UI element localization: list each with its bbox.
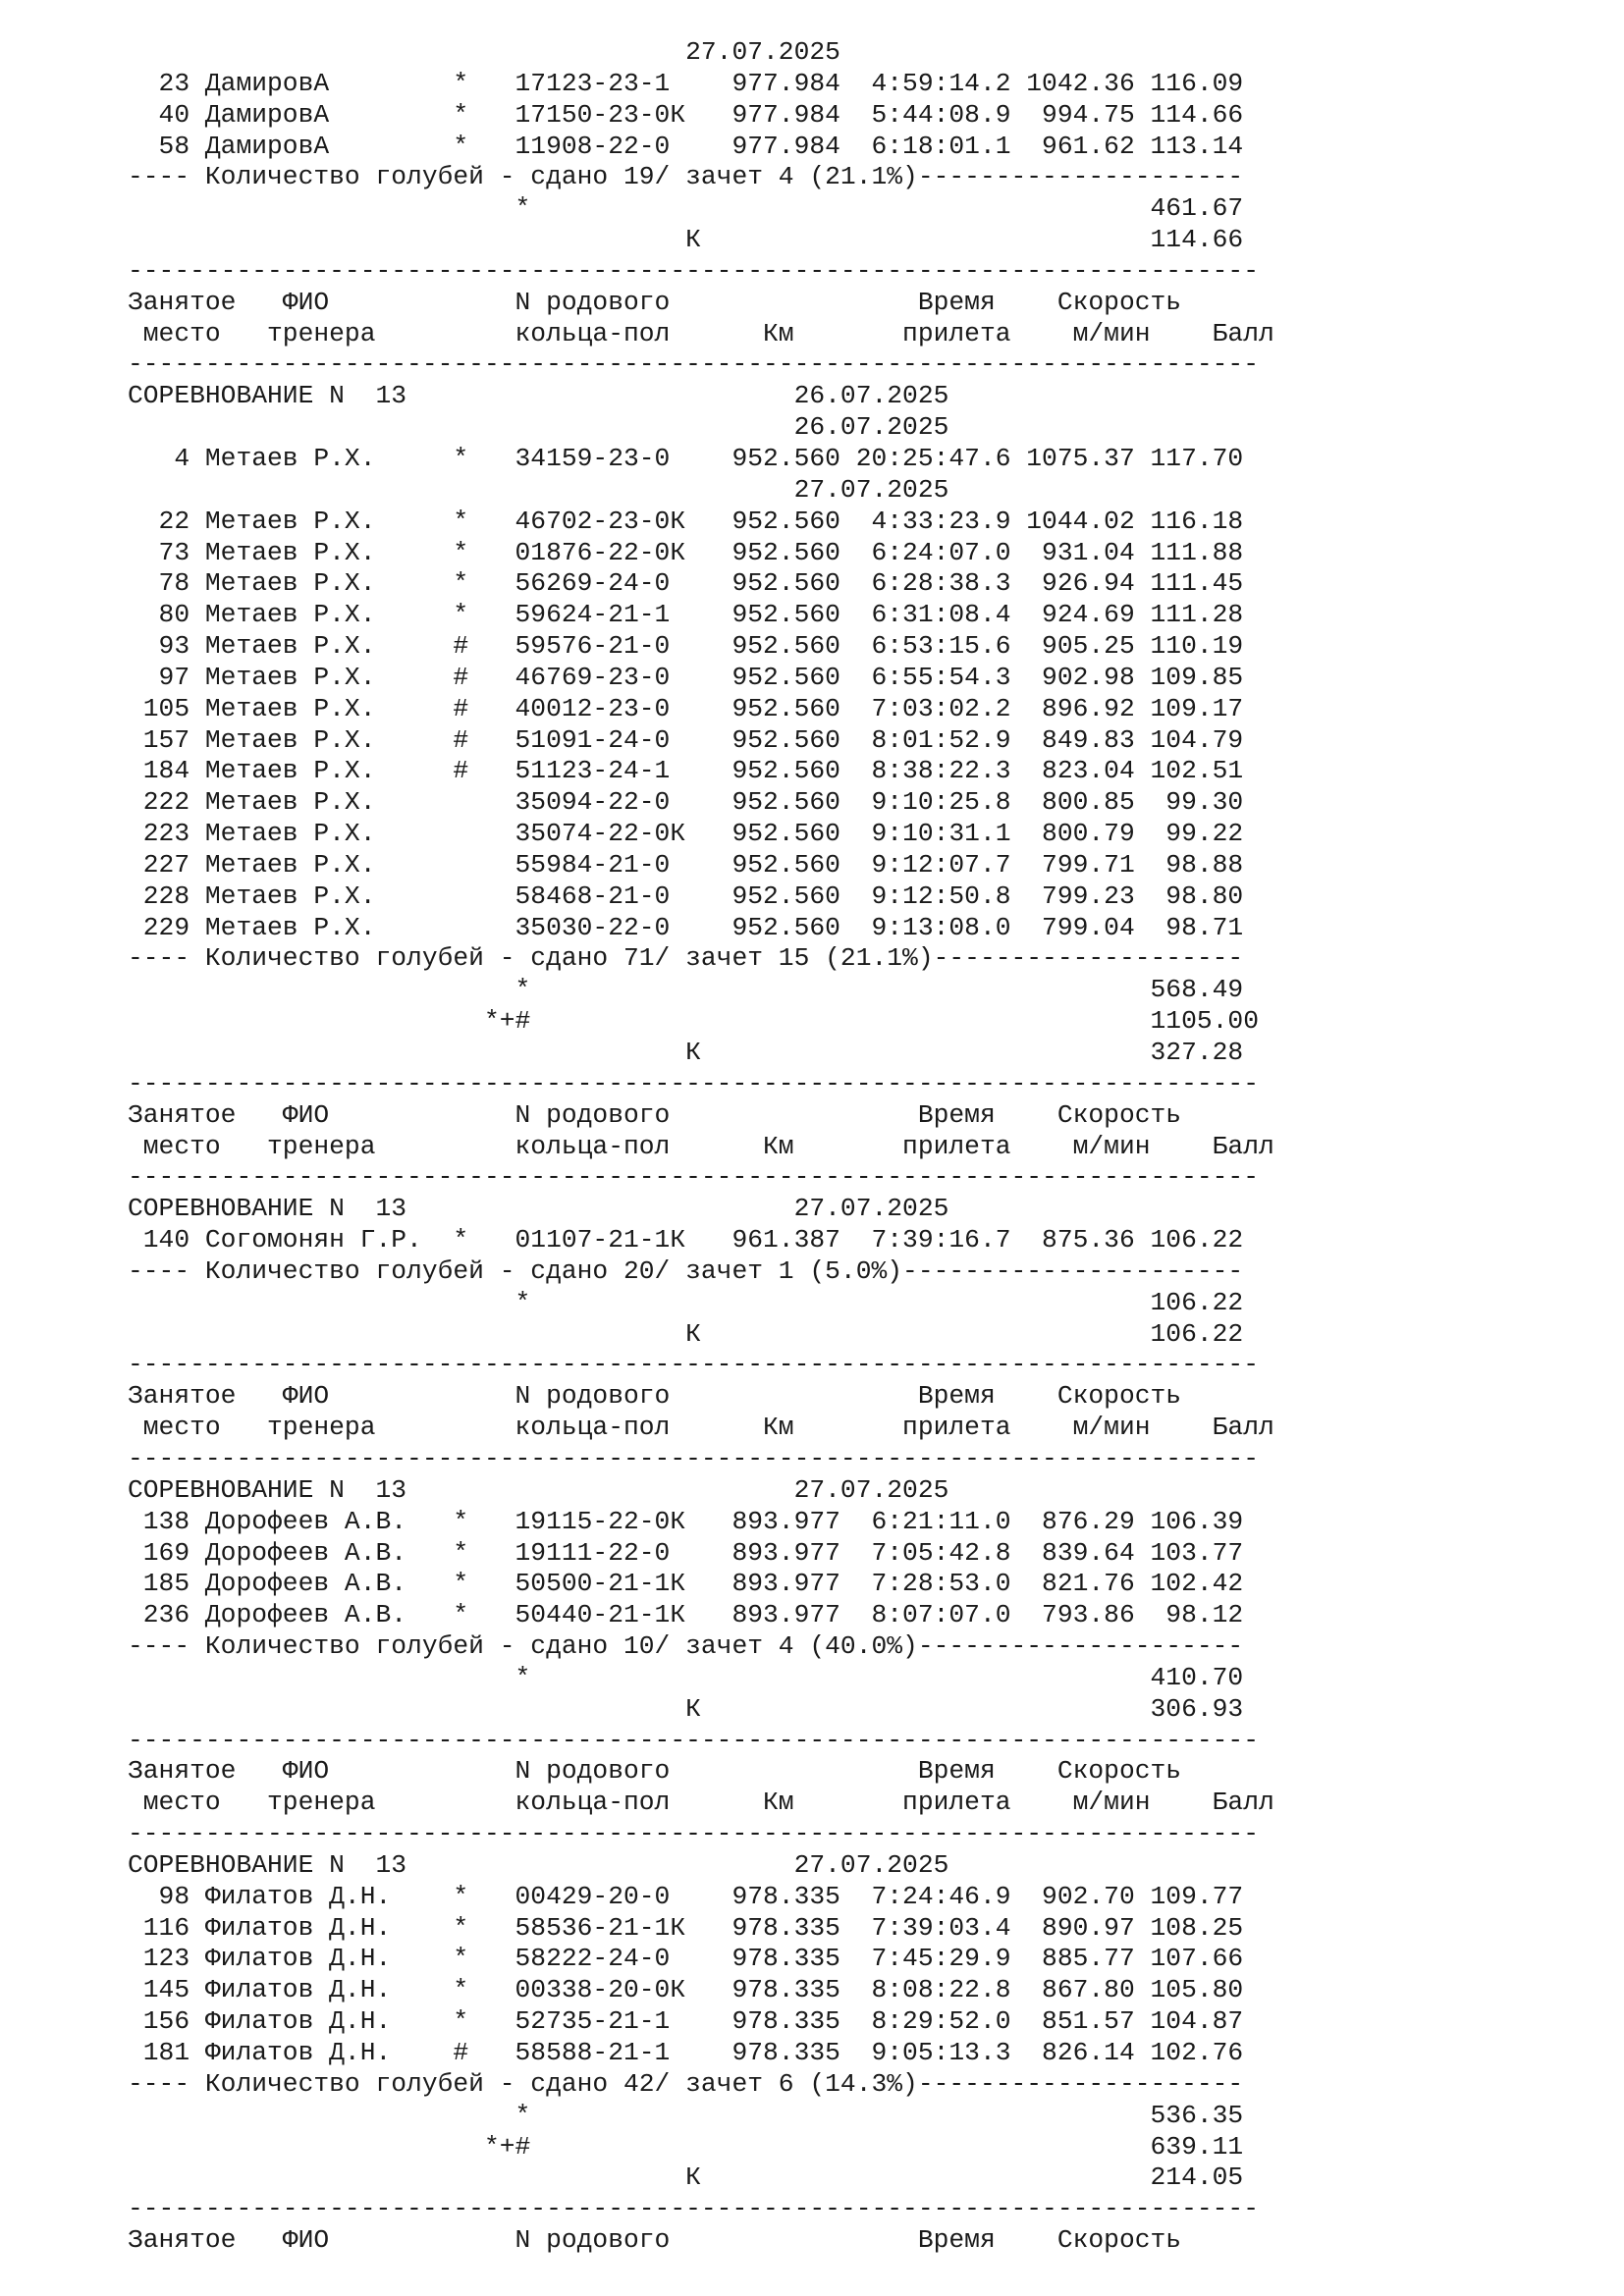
table-header-row: место тренера кольца-пол Км прилета м/мин Балл [128,1788,1274,1818]
result-row: 236 Дорофеев А.В. * 50440-21-1К 893.977 8:07:07.0 793.86 98.12 [128,1600,1244,1630]
date-line: 26.07.2025 [128,412,949,443]
result-row: 169 Дорофеев А.В. * 19111-22-0 893.977 7:05:42.8 839.64 103.77 [128,1537,1244,1568]
result-row: 185 Дорофеев А.В. * 50500-21-1К 893.977 7:28:53.0 821.76 102.42 [128,1569,1244,1599]
summary-line: ---- Количество голубей - сдано 20/ зачет 1 (5.0%)---------------------- [128,1255,1244,1286]
result-row: 22 Метаев Р.Х. * 46702-23-0К 952.560 4:33:23.9 1044.02 116.18 [128,506,1244,536]
total-line: К 306.93 [128,1693,1244,1724]
summary-line: ---- Количество голубей - сдано 10/ зачет 4 (40.0%)--------------------- [128,1631,1244,1662]
result-row: 98 Филатов Д.Н. * 00429-20-0 978.335 7:24:46.9 902.70 109.77 [128,1881,1244,1911]
result-row: 73 Метаев Р.Х. * 01876-22-0К 952.560 6:24:07.0 931.04 111.88 [128,537,1244,567]
table-header-row: место тренера кольца-пол Км прилета м/мин Балл [128,318,1274,348]
table-header-row: место тренера кольца-пол Км прилета м/мин Балл [128,1131,1274,1161]
total-line: К 114.66 [128,225,1244,255]
separator-line: ------------------------------------------------------------------------- [128,1725,1259,1755]
result-row: 157 Метаев Р.Х. # 51091-24-0 952.560 8:01:52.9 849.83 104.79 [128,724,1244,755]
separator-line: ------------------------------------------------------------------------- [128,349,1259,380]
table-header-row: Занятое ФИО N родового Время Скорость [128,2225,1182,2256]
total-line: *+# 639.11 [128,2131,1244,2162]
result-row: 23 ДамировА * 17123-23-1 977.984 4:59:14.2 1042.36 116.09 [128,68,1244,98]
separator-line: ------------------------------------------------------------------------- [128,1068,1259,1098]
competition-heading: СОРЕВНОВАНИЕ N 13 27.07.2025 [128,1474,949,1505]
date-line: 27.07.2025 [128,474,949,505]
separator-line: ------------------------------------------------------------------------- [128,1350,1259,1380]
total-line: * 536.35 [128,2100,1244,2130]
result-row: 223 Метаев Р.Х. 35074-22-0К 952.560 9:10:31.1 800.79 99.22 [128,819,1244,849]
result-row: 97 Метаев Р.Х. # 46769-23-0 952.560 6:55:54.3 902.98 109.85 [128,662,1244,692]
table-header-row: Занятое ФИО N родового Время Скорость [128,1756,1182,1787]
result-row: 80 Метаев Р.Х. * 59624-21-1 952.560 6:31:08.4 924.69 111.28 [128,600,1244,630]
result-row: 78 Метаев Р.Х. * 56269-24-0 952.560 6:28:38.3 926.94 111.45 [128,568,1244,599]
result-row: 40 ДамировА * 17150-23-0К 977.984 5:44:08.9 994.75 114.66 [128,99,1244,130]
date-line: 27.07.2025 [128,37,840,67]
competition-heading: СОРЕВНОВАНИЕ N 13 27.07.2025 [128,1194,949,1224]
total-line: * 410.70 [128,1662,1244,1692]
total-line: К 214.05 [128,2163,1244,2193]
result-row: 105 Метаев Р.Х. # 40012-23-0 952.560 7:03:02.2 896.92 109.17 [128,693,1244,723]
result-row: 227 Метаев Р.Х. 55984-21-0 952.560 9:12:07.7 799.71 98.88 [128,849,1244,880]
result-row: 222 Метаев Р.Х. 35094-22-0 952.560 9:10:25.8 800.85 99.30 [128,787,1244,818]
table-header-row: место тренера кольца-пол Км прилета м/мин Балл [128,1413,1274,1443]
separator-line: ------------------------------------------------------------------------- [128,1443,1259,1473]
table-header-row: Занятое ФИО N родового Время Скорость [128,287,1182,317]
table-header-row: Занятое ФИО N родового Время Скорость [128,1099,1182,1130]
result-row: 184 Метаев Р.Х. # 51123-24-1 952.560 8:38:22.3 823.04 102.51 [128,756,1244,786]
result-row: 181 Филатов Д.Н. # 58588-21-1 978.335 9:05:13.3 826.14 102.76 [128,2038,1244,2067]
result-row: 138 Дорофеев А.В. * 19115-22-0К 893.977 6:21:11.0 876.29 106.39 [128,1506,1244,1536]
result-row: 145 Филатов Д.Н. * 00338-20-0К 978.335 8:08:22.8 867.80 105.80 [128,1975,1244,2005]
summary-line: ---- Количество голубей - сдано 71/ зачет 15 (21.1%)-------------------- [128,943,1244,974]
result-row: 116 Филатов Д.Н. * 58536-21-1К 978.335 7:39:03.4 890.97 108.25 [128,1912,1244,1943]
results-printout [128,37,1274,2257]
result-row: 58 ДамировА * 11908-22-0 977.984 6:18:01.1 961.62 113.14 [128,131,1244,161]
result-row: 93 Метаев Р.Х. # 59576-21-0 952.560 6:53:15.6 905.25 110.19 [128,631,1244,662]
result-row: 123 Филатов Д.Н. * 58222-24-0 978.335 7:45:29.9 885.77 107.66 [128,1944,1244,1974]
separator-line: ------------------------------------------------------------------------- [128,1162,1259,1193]
total-line: * 106.22 [128,1287,1244,1317]
result-row: 4 Метаев Р.Х. * 34159-23-0 952.560 20:25:47.6 1075.37 117.70 [128,443,1244,473]
total-line: К 327.28 [128,1038,1244,1067]
total-line: К 106.22 [128,1318,1244,1349]
competition-heading: СОРЕВНОВАНИЕ N 13 27.07.2025 [128,1849,949,1880]
total-line: * 568.49 [128,975,1244,1005]
result-row: 229 Метаев Р.Х. 35030-22-0 952.560 9:13:08.0 799.04 98.71 [128,912,1244,942]
result-row: 228 Метаев Р.Х. 58468-21-0 952.560 9:12:50.8 799.23 98.80 [128,881,1244,911]
separator-line: ------------------------------------------------------------------------- [128,255,1259,286]
table-header-row: Занятое ФИО N родового Время Скорость [128,1381,1182,1412]
summary-line: ---- Количество голубей - сдано 19/ зачет 4 (21.1%)--------------------- [128,162,1244,192]
competition-heading: СОРЕВНОВАНИЕ N 13 26.07.2025 [128,381,949,411]
summary-line: ---- Количество голубей - сдано 42/ зачет 6 (14.3%)--------------------- [128,2068,1244,2099]
result-row: 156 Филатов Д.Н. * 52735-21-1 978.335 8:29:52.0 851.57 104.87 [128,2006,1244,2037]
total-line: * 461.67 [128,193,1244,224]
separator-line: ------------------------------------------------------------------------- [128,1819,1259,1849]
result-row: 140 Согомонян Г.Р. * 01107-21-1К 961.387 7:39:16.7 875.36 106.22 [128,1225,1244,1255]
total-line: *+# 1105.00 [128,1006,1259,1037]
separator-line: ------------------------------------------------------------------------- [128,2194,1259,2224]
